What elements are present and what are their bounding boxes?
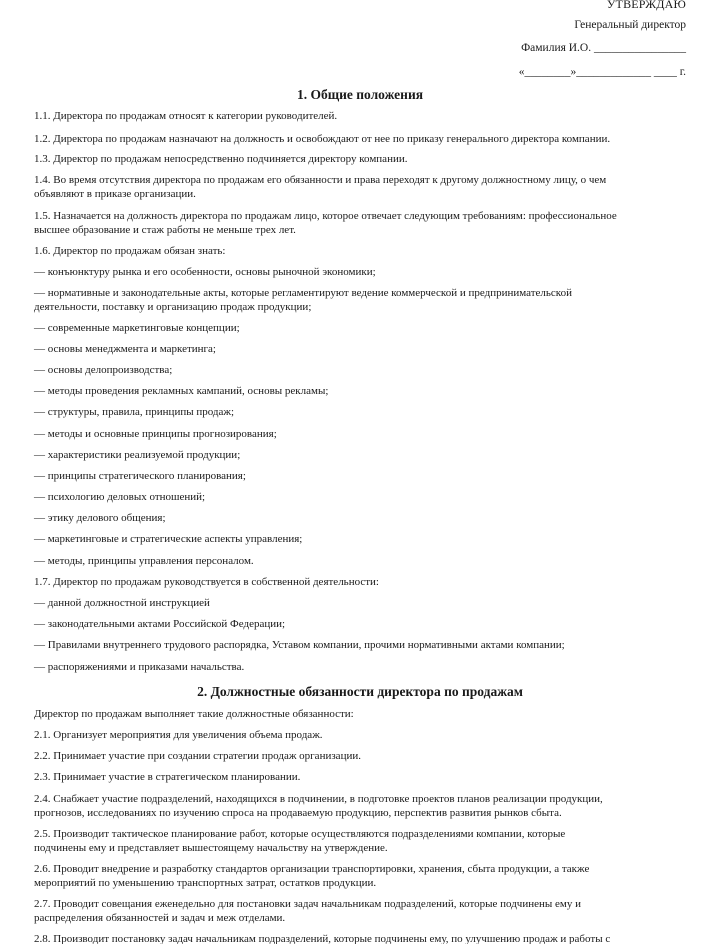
paragraph: 2.3. Принимает участие в стратегическом планировании.: [34, 771, 301, 783]
list-item: — конъюнктуру рынка и его особенности, основы рыночной экономики;: [34, 266, 376, 278]
paragraph: 2.5. Производит тактическое планирование работ, которые осуществляются подразделениями компании, которые: [34, 828, 566, 840]
paragraph: 1.7. Директор по продажам руководствуется в собственной деятельности:: [34, 576, 379, 588]
section-2-heading: 2. Должностные обязанности директора по продажам: [197, 684, 523, 699]
paragraph: 2.8. Производит постановку задач начальникам подразделений, которые подчинены ему, по улучшению продаж и работы с: [34, 933, 611, 944]
paragraph: 1.4. Во время отсутствия директора по продажам его обязанности и права переходят к другому должностному лицу, о чем: [34, 174, 607, 186]
list-item: деятельности, поставку и организацию продаж продукции;: [34, 301, 312, 313]
list-item: — распоряжениями и приказами начальства.: [34, 661, 245, 673]
paragraph: 2.2. Принимает участие при создании стратегии продаж организации.: [34, 750, 361, 762]
section-1-heading: 1. Общие положения: [296, 87, 424, 102]
list-item: — психологию деловых отношений;: [34, 491, 206, 503]
paragraph: распределения обязанностей и задач и меж отделами.: [34, 912, 286, 924]
list-item: — данной должностной инструкцией: [34, 597, 210, 609]
list-item: — современные маркетинговые концепции;: [34, 322, 240, 334]
list-item: — основы делопроизводства;: [34, 364, 173, 376]
list-item: — методы, принципы управления персоналом.: [34, 555, 254, 567]
paragraph: 1.5. Назначается на должность директора по продажам лицо, которое отвечает следующим требованиям: профессиональное: [34, 210, 617, 222]
list-item: — Правилами внутреннего трудового распорядка, Уставом компании, прочими нормативными актами компании;: [34, 639, 565, 651]
list-item: — методы проведения рекламных кампаний, основы рекламы;: [34, 385, 329, 397]
paragraph: прогнозов, исследованиях по изучению спроса на продаваемую продукцию, перспектив развития рынков сбыта.: [34, 807, 562, 819]
approval-date-line: «________»_____________ ____ г.: [518, 66, 686, 78]
paragraph: Директор по продажам выполняет такие должностные обязанности:: [34, 708, 354, 720]
approval-name-line: Фамилия И.О. ________________: [521, 42, 686, 54]
list-item: — характеристики реализуемой продукции;: [34, 449, 241, 461]
paragraph: подчинены ему и представляет вышестоящему начальству на утверждение.: [34, 842, 388, 854]
paragraph: 2.4. Снабжает участие подразделений, находящихся в подчинении, в подготовке проектов планов реализации продукции,: [34, 793, 603, 805]
paragraph: 2.1. Организует мероприятия для увеличения объема продаж.: [34, 729, 323, 741]
paragraph: мероприятий по уменьшению транспортных затрат, остатков продукции.: [34, 877, 377, 889]
approval-position: Генеральный директор: [574, 19, 686, 31]
paragraph: 2.7. Проводит совещания еженедельно для постановки задач начальникам подразделений, которые подчинены ему и: [34, 898, 581, 910]
paragraph: высшее образование и стаж работы не меньше трех лет.: [34, 224, 296, 236]
paragraph: 1.1. Директора по продажам относят к категории руководителей.: [34, 110, 338, 122]
list-item: — структуры, правила, принципы продаж;: [34, 406, 235, 418]
list-item: — законодательными актами Российской Федерации;: [34, 618, 286, 630]
list-item: — этику делового общения;: [34, 512, 166, 524]
list-item: — нормативные и законодательные акты, которые регламентируют ведение коммерческой и предпринимательской: [34, 287, 572, 299]
list-item: — основы менеджмента и маркетинга;: [34, 343, 216, 355]
paragraph: 2.6. Проводит внедрение и разработку стандартов организации транспортировки, хранения, сбыта продукции, а также: [34, 863, 590, 875]
paragraph: объявляют в приказе организации.: [34, 188, 196, 200]
approval-title: УТВЕРЖДАЮ: [606, 0, 686, 11]
list-item: — маркетинговые и стратегические аспекты управления;: [34, 533, 303, 545]
list-item: — принципы стратегического планирования;: [34, 470, 246, 482]
paragraph: 1.2. Директора по продажам назначают на должность и освобождают от нее по приказу генерального директора компании.: [34, 133, 611, 145]
paragraph: 1.6. Директор по продажам обязан знать:: [34, 245, 226, 257]
paragraph: 1.3. Директор по продажам непосредственно подчиняется директору компании.: [34, 153, 408, 165]
list-item: — методы и основные принципы прогнозирования;: [34, 428, 277, 440]
